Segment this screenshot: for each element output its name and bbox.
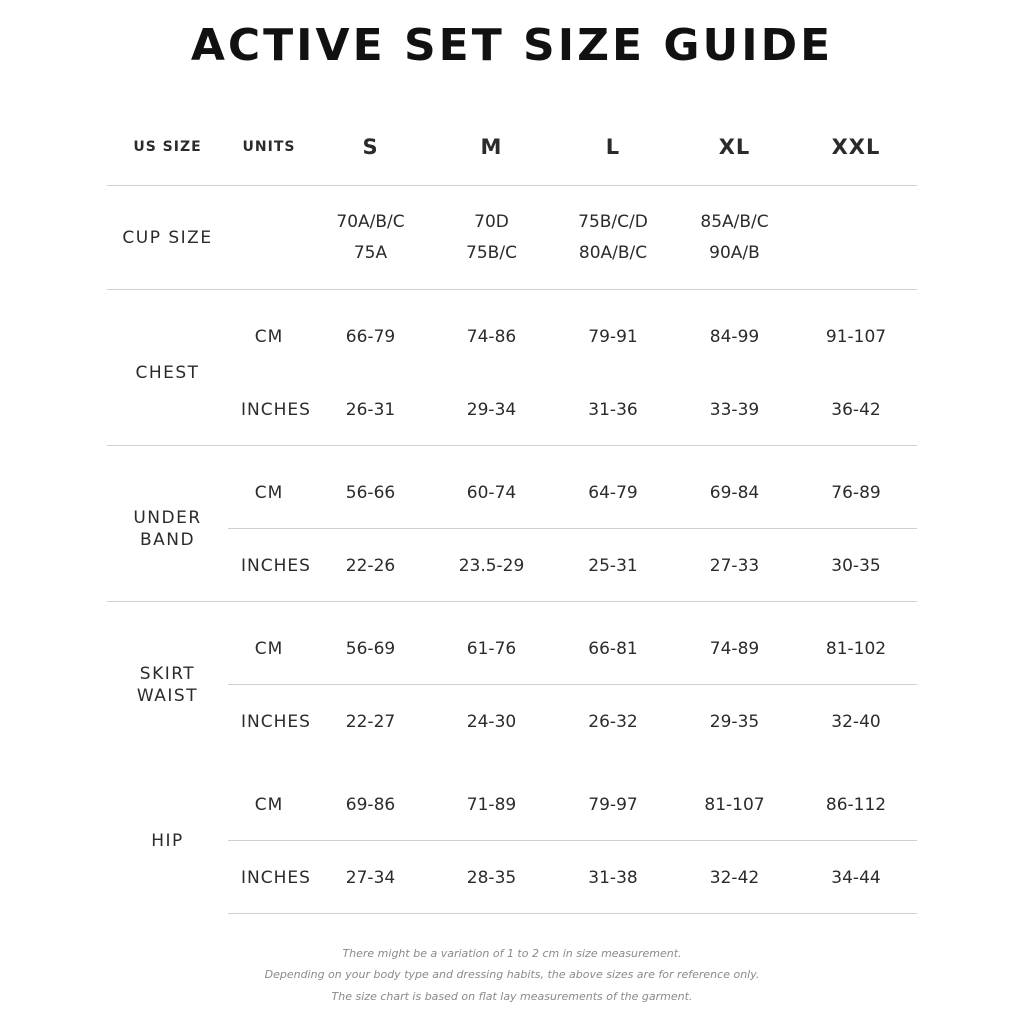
row-label-under-band bbox=[107, 456, 228, 602]
chest-inches-xxl: 36-42 bbox=[831, 399, 881, 420]
hip-cm-s: 69-86 bbox=[345, 794, 396, 815]
footnote-flat-lay: The size chart is based on flat lay measurements of the garment. bbox=[331, 990, 693, 1003]
chest-inches-s: 26-31 bbox=[345, 399, 396, 420]
cup-size-xxl bbox=[795, 186, 917, 289]
header-size-xxl: XXL bbox=[831, 135, 881, 159]
hip-inches-xl: 32-42 bbox=[709, 867, 760, 888]
cup-size-s bbox=[310, 186, 431, 289]
row-label-line: WAIST bbox=[136, 686, 199, 706]
cup-size-value: 85A/B/C bbox=[700, 211, 769, 232]
row-label-hip bbox=[107, 768, 228, 914]
unit-cm: CM bbox=[254, 326, 284, 347]
skirt-waist-cm-l: 66-81 bbox=[588, 638, 638, 659]
under-band-cm-m: 60-74 bbox=[466, 482, 517, 503]
skirt-waist-cm-s: 56-69 bbox=[345, 638, 396, 659]
row-label-line: SKIRT bbox=[139, 664, 196, 684]
divider bbox=[107, 601, 917, 602]
page-title: ACTIVE SET SIZE GUIDE bbox=[190, 20, 834, 71]
under-band-cm-l: 64-79 bbox=[588, 482, 638, 503]
skirt-waist-cm-xxl: 81-102 bbox=[825, 638, 887, 659]
under-band-inches-l: 25-31 bbox=[588, 555, 638, 576]
chest-inches-m: 29-34 bbox=[466, 399, 517, 420]
row-label-line: UNDER bbox=[133, 508, 202, 528]
under-band-inches-xl: 27-33 bbox=[709, 555, 760, 576]
chest-cm-m: 74-86 bbox=[466, 326, 517, 347]
divider bbox=[107, 445, 917, 446]
chest-cm-xl: 84-99 bbox=[709, 326, 760, 347]
footnote-reference: Depending on your body type and dressing habits, the above sizes are for reference only. bbox=[264, 968, 760, 981]
row-label-skirt-waist bbox=[107, 612, 228, 758]
unit-cm: CM bbox=[254, 794, 284, 815]
cup-size-value: 90A/B bbox=[709, 242, 760, 263]
under-band-inches-m: 23.5-29 bbox=[458, 555, 525, 576]
hip-cm-xl: 81-107 bbox=[704, 794, 765, 815]
skirt-waist-cm-xl: 74-89 bbox=[709, 638, 760, 659]
under-band-cm-xxl: 76-89 bbox=[831, 482, 881, 503]
divider bbox=[107, 289, 917, 290]
cup-size-l bbox=[552, 186, 674, 289]
chest-cm-s: 66-79 bbox=[345, 326, 396, 347]
header-units: UNITS bbox=[242, 139, 296, 155]
skirt-waist-inches-s: 22-27 bbox=[345, 711, 396, 732]
cup-size-value: 75A bbox=[353, 242, 388, 263]
unit-cm: CM bbox=[254, 482, 284, 503]
unit-inches: INCHES bbox=[241, 711, 311, 732]
unit-cm: CM bbox=[254, 638, 284, 659]
under-band-inches-xxl: 30-35 bbox=[831, 555, 881, 576]
hip-inches-xxl: 34-44 bbox=[831, 867, 881, 888]
skirt-waist-inches-m: 24-30 bbox=[466, 711, 517, 732]
chest-cm-xxl: 91-107 bbox=[825, 326, 887, 347]
skirt-waist-cm-m: 61-76 bbox=[466, 638, 517, 659]
header-size-xl: XL bbox=[718, 135, 751, 159]
hip-cm-l: 79-97 bbox=[588, 794, 638, 815]
header-us-size: US SIZE bbox=[133, 139, 202, 155]
cup-size-value: 75B/C/D bbox=[578, 211, 648, 232]
row-label-line: BAND bbox=[139, 530, 196, 550]
cup-size-value: 75B/C bbox=[466, 242, 517, 263]
unit-inches: INCHES bbox=[241, 399, 311, 420]
cup-size-value: 70D bbox=[474, 211, 509, 232]
cup-size-value: 80A/B/C bbox=[578, 242, 648, 263]
hip-inches-s: 27-34 bbox=[345, 867, 396, 888]
cup-size-xl bbox=[674, 186, 795, 289]
header-size-l: L bbox=[605, 135, 621, 159]
hip-inches-m: 28-35 bbox=[466, 867, 517, 888]
hip-cm-xxl: 86-112 bbox=[825, 794, 887, 815]
row-label-cup-size: CUP SIZE bbox=[122, 227, 213, 248]
skirt-waist-inches-xl: 29-35 bbox=[709, 711, 760, 732]
divider bbox=[228, 913, 917, 914]
chest-inches-l: 31-36 bbox=[588, 399, 638, 420]
skirt-waist-inches-xxl: 32-40 bbox=[831, 711, 881, 732]
unit-inches: INCHES bbox=[241, 555, 311, 576]
row-label-chest bbox=[107, 300, 228, 446]
footnote-variation: There might be a variation of 1 to 2 cm in size measurement. bbox=[342, 947, 682, 960]
hip-inches-l: 31-38 bbox=[588, 867, 638, 888]
skirt-waist-inches-l: 26-32 bbox=[588, 711, 638, 732]
unit-inches: INCHES bbox=[241, 867, 311, 888]
under-band-cm-xl: 69-84 bbox=[709, 482, 760, 503]
row-label-line: HIP bbox=[151, 831, 184, 851]
header-size-s: S bbox=[362, 135, 379, 159]
under-band-inches-s: 22-26 bbox=[345, 555, 396, 576]
cup-size-m bbox=[431, 186, 552, 289]
chest-cm-l: 79-91 bbox=[588, 326, 638, 347]
header-size-m: M bbox=[480, 135, 503, 159]
hip-cm-m: 71-89 bbox=[466, 794, 517, 815]
under-band-cm-s: 56-66 bbox=[345, 482, 396, 503]
chest-inches-xl: 33-39 bbox=[709, 399, 760, 420]
cup-size-value: 70A/B/C bbox=[336, 211, 405, 232]
row-label-line: CHEST bbox=[135, 363, 200, 383]
